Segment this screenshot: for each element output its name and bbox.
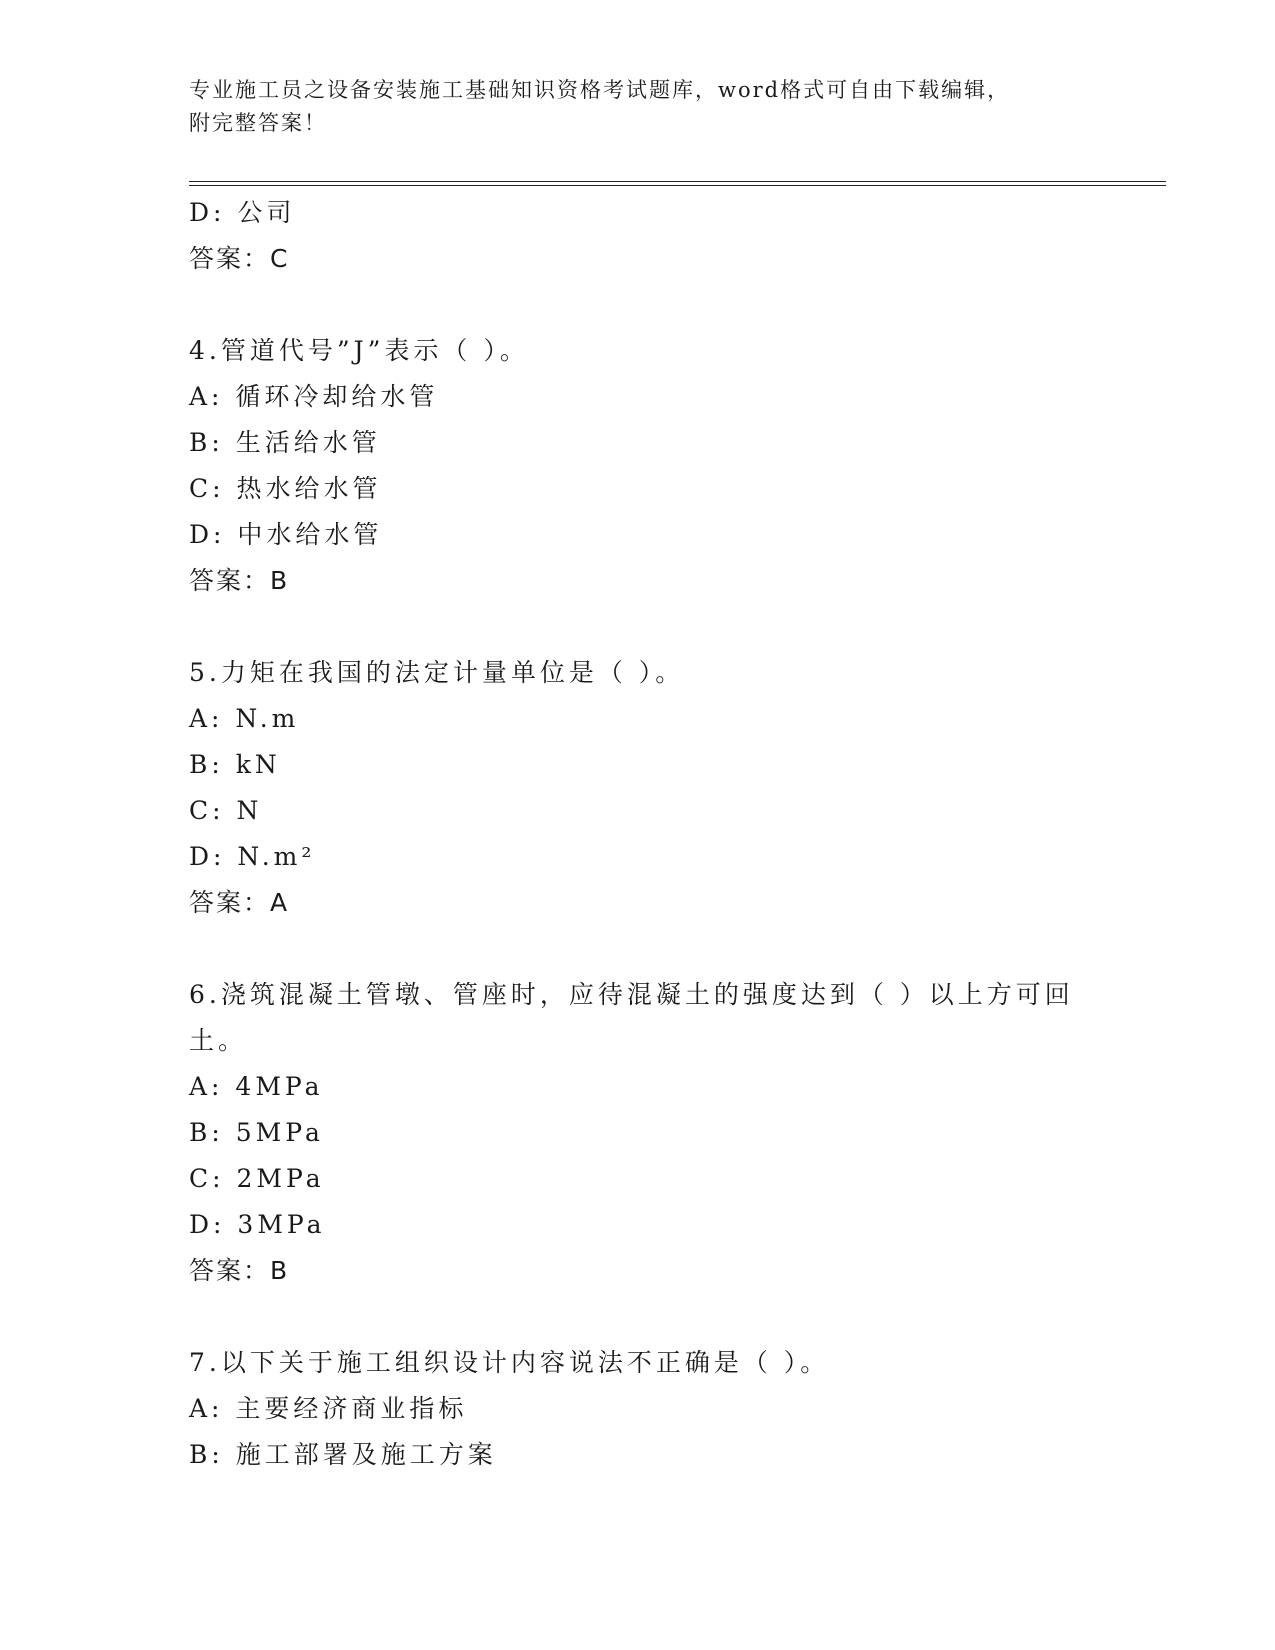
option-c: C: N bbox=[189, 796, 263, 825]
option-c: C: 2MPa bbox=[189, 1164, 325, 1193]
option-d: D: 3MPa bbox=[189, 1210, 326, 1239]
question-stem: 7.以下关于施工组织设计内容说法不正确是（ ）。 bbox=[189, 1348, 830, 1377]
document-header bbox=[189, 74, 1089, 140]
option-a: A: 主要经济商业指标 bbox=[189, 1394, 468, 1423]
q3-answer: 答案：C bbox=[189, 244, 290, 273]
option-b: B: 生活给水管 bbox=[189, 428, 381, 457]
question-stem: 4.管道代号”J”表示（ ）。 bbox=[189, 336, 529, 365]
header-line-1: 专业施工员之设备安装施工基础知识资格考试题库，word格式可自由下载编辑， bbox=[189, 78, 1011, 102]
header-line-2: 附完整答案！ bbox=[189, 111, 327, 135]
option-d: D: N.m² bbox=[189, 842, 316, 871]
option-b: B: 5MPa bbox=[189, 1118, 324, 1147]
option-a: A: N.m bbox=[189, 704, 300, 733]
question-5 bbox=[189, 650, 1089, 926]
answer: 答案：B bbox=[189, 1256, 290, 1285]
option-a: A: 循环冷却给水管 bbox=[189, 382, 439, 411]
question-4 bbox=[189, 328, 1089, 604]
question-7 bbox=[189, 1340, 1089, 1478]
option-a: A: 4MPa bbox=[189, 1072, 324, 1101]
q3-option-d: D: 公司 bbox=[189, 198, 296, 227]
header-rule-bottom bbox=[189, 185, 1166, 186]
option-b: B: 施工部署及施工方案 bbox=[189, 1440, 497, 1469]
question-list bbox=[189, 190, 1089, 1478]
question-6 bbox=[189, 972, 1089, 1294]
answer: 答案：B bbox=[189, 566, 290, 595]
option-c: C: 热水给水管 bbox=[189, 474, 382, 503]
question-spacer bbox=[189, 926, 1089, 972]
answer: 答案：A bbox=[189, 888, 290, 917]
option-b: B: kN bbox=[189, 750, 281, 779]
question-spacer bbox=[189, 1294, 1089, 1340]
question-stem-line-1: 6.浇筑混凝土管墩、管座时，应待混凝土的强度达到（ ）以上方可回 bbox=[189, 980, 1074, 1009]
question-spacer bbox=[189, 604, 1089, 650]
question-stem-line-2: 土。 bbox=[189, 1026, 248, 1055]
option-d: D: 中水给水管 bbox=[189, 520, 383, 549]
header-rule-top bbox=[189, 181, 1166, 182]
question-spacer bbox=[189, 282, 1089, 328]
question-stem: 5.力矩在我国的法定计量单位是（ ）。 bbox=[189, 658, 685, 687]
